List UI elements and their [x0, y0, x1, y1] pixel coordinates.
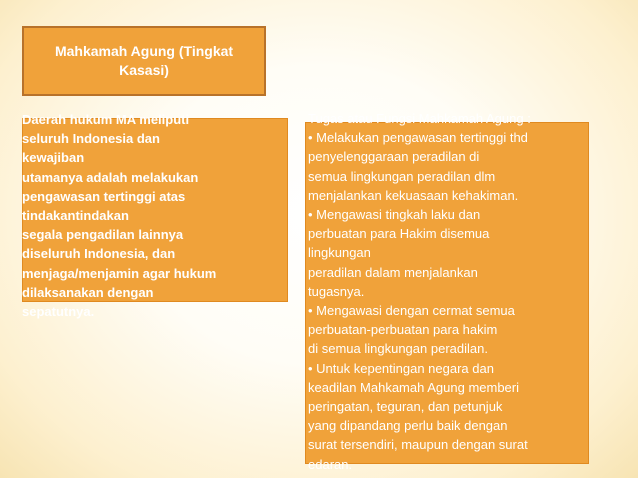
right-line: lingkungan: [308, 245, 371, 261]
right-line: edaran.: [308, 456, 353, 472]
right-heading: Tugas atau Fungsi Mahkamah Agung :: [308, 111, 531, 126]
right-description-text: [308, 109, 598, 474]
left-line: Daerah hukum MA meliputi: [22, 112, 190, 127]
left-line: dilaksanakan dengan: [22, 284, 154, 300]
left-description-text: [22, 110, 292, 321]
right-line: perbuatan para Hakim disemua: [308, 226, 490, 242]
right-line: • Mengawasi dengan cermat semua: [308, 303, 515, 319]
right-line: semua lingkungan peradilan dlm: [308, 168, 496, 184]
right-line: peradilan dalam menjalankan: [308, 264, 478, 280]
left-line: kewajiban: [22, 150, 85, 166]
left-line: segala pengadilan lainnya: [22, 227, 184, 243]
left-line: seluruh Indonesia dan: [22, 131, 160, 147]
right-line: perbuatan-perbuatan para hakim: [308, 322, 498, 338]
title-text: Mahkamah Agung (Tingkat Kasasi): [54, 43, 234, 78]
left-line: menjaga/menjamin agar hukum: [22, 265, 217, 281]
title-box: [22, 26, 266, 96]
right-line: keadilan Mahkamah Agung memberi: [308, 379, 520, 395]
right-line: tugasnya.: [308, 283, 365, 299]
right-line: • Melakukan pengawasan tertinggi thd: [308, 130, 528, 146]
right-line: • Untuk kepentingan negara dan: [308, 360, 494, 376]
right-line: peringatan, teguran, dan petunjuk: [308, 399, 503, 415]
right-line: menjalankan kekuasaan kehakiman.: [308, 187, 519, 203]
right-line: • Mengawasi tingkah laku dan: [308, 207, 481, 223]
right-line: surat tersendiri, maupun dengan surat: [308, 437, 528, 453]
left-line: pengawasan tertinggi atas: [22, 188, 186, 204]
left-line: utamanya adalah melakukan: [22, 169, 199, 185]
left-line: sepatutnya.: [22, 304, 95, 320]
left-line: tindakantindakan: [22, 208, 129, 224]
right-line: penyelenggaraan peradilan di: [308, 149, 480, 165]
right-line: di semua lingkungan peradilan.: [308, 341, 488, 357]
left-line: diseluruh Indonesia, dan: [22, 246, 176, 262]
right-line: yang dipandang perlu baik dengan: [308, 418, 508, 434]
